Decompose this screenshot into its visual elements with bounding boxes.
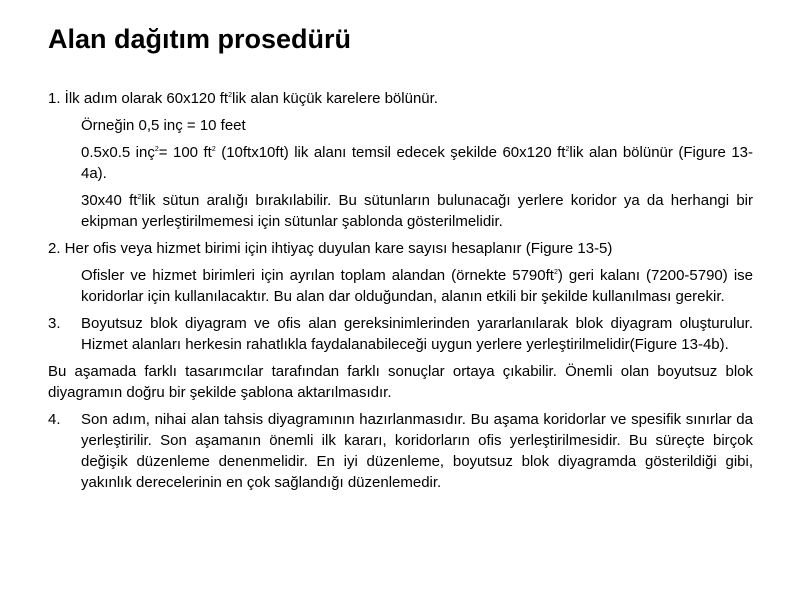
step-1-text-b: lik alan küçük karelere bölünür. bbox=[232, 90, 438, 107]
step-4-text: Son adım, nihai alan tahsis diyagramının hazırlanmasıdır. Bu aşama koridorlar ve spesifik sınırlar da yerleştirilir. Son aşamanın önemli ilk kararı, koridorların ofis yerleştirilmesidir. Bu süreçte birçok değişik düzenleme denenmelidir. En iyi düzenleme, boyutsuz blok diyagramda gösterildiği gibi, yakınlık derecelerinin en çok sağlandığı düzenlemedir. bbox=[81, 411, 753, 491]
step-1-example: Örneğin 0,5 inç = 10 feet bbox=[81, 117, 246, 134]
step-2-detail-a: Ofisler ve hizmet birimleri için ayrılan toplam alandan (örnekte 5790ft bbox=[81, 267, 554, 284]
columns-text-b: lik sütun aralığı bırakılabilir. Bu sütunların bulunacağı yerlere koridor ya da herhangi bir ekipman yerleştirilmemesi için sütunlar şablonda gösterilmelidir. bbox=[81, 192, 753, 230]
calc-text-b: = 100 ft bbox=[158, 144, 212, 161]
columns-superscript: 2 bbox=[137, 194, 142, 201]
calc-text-c: (10ftx10ft) lik alanı temsil edecek şekilde 60x120 ft bbox=[215, 144, 566, 161]
step-2-detail-b: ) geri kalanı (7200-5790) ise koridorlar için kullanılacaktır. Bu alan dar olduğundan, alanın etkili bir şekilde kullanılması gerekir. bbox=[81, 267, 753, 305]
step-1-columns bbox=[48, 190, 753, 232]
calc-superscript-1: 2 bbox=[154, 146, 159, 153]
step-3-note: Bu aşamada farklı tasarımcılar tarafından farklı sonuçlar ortaya çıkabilir. Önemli olan boyutsuz blok diyagramın doğru bir şekilde şablona aktarılmasıdır. bbox=[48, 363, 753, 401]
slide-content bbox=[48, 88, 753, 499]
step-3-number: 3. bbox=[48, 315, 61, 332]
calc-superscript-3: 2 bbox=[565, 146, 570, 153]
step-1-text-a: 1. İlk adım olarak 60x120 ft bbox=[48, 90, 229, 107]
step-2-paragraph: 2. Her ofis veya hizmet birimi için ihtiyaç duyulan kare sayısı hesaplanır (Figure 13-5) bbox=[48, 240, 613, 257]
slide-title: Alan dağıtım prosedürü bbox=[48, 24, 352, 54]
step-1-calculation bbox=[48, 142, 753, 184]
calc-text-a: 0.5x0.5 inç bbox=[81, 144, 155, 161]
step-3-text: Boyutsuz blok diyagram ve ofis alan gereksinimlerinden yararlanılarak blok diyagram oluşturulur. Hizmet alanları herkesin rahatlıkla faydalanabileceği uygun yerlere yerleştirilmelidir(Figure 13-4b). bbox=[81, 315, 753, 353]
calc-superscript-2: 2 bbox=[211, 146, 216, 153]
step-3-paragraph bbox=[48, 313, 753, 355]
step-4-paragraph bbox=[48, 409, 753, 493]
step-2-superscript: 2 bbox=[553, 269, 558, 276]
step-4-number: 4. bbox=[48, 411, 61, 428]
columns-text-a: 30x40 ft bbox=[81, 192, 138, 209]
step-2-detail bbox=[48, 265, 753, 307]
step-1-superscript: 2 bbox=[228, 92, 233, 99]
calc-text-d: lik alan bölünür (Figure 13-4a). bbox=[81, 144, 753, 182]
step-1-paragraph bbox=[48, 88, 753, 109]
